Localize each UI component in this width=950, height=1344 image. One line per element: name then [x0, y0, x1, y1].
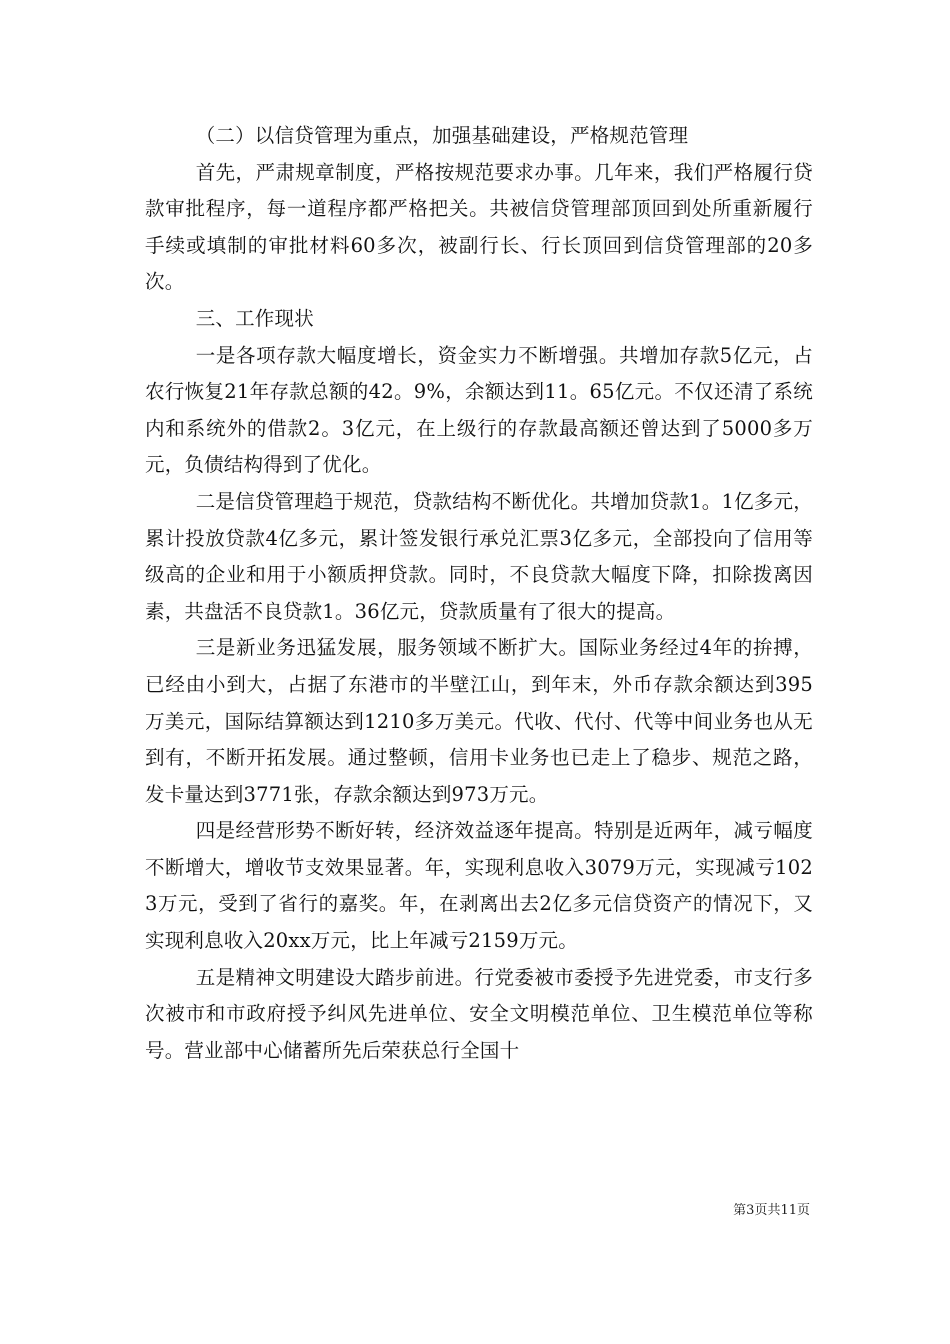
- paragraph-deposits: 一是各项存款大幅度增长，资金实力不断增强。共增加存款5亿元，占农行恢复21年存款总额的42。9%，余额达到11。65亿元。不仅还清了系统内和系统外的借款2。3亿元，在上级行的存款最高额还曾达到了5000多万元，负债结构得到了优化。: [145, 343, 813, 477]
- document-body: [145, 118, 813, 1069]
- section-heading-work-status: 三、工作现状: [195, 306, 314, 330]
- paragraph-new-business: 三是新业务迅猛发展，服务领域不断扩大。国际业务经过4年的拚搏，已经由小到大，占据了东港市的半壁江山，到年末，外币存款余额达到395万美元，国际结算额达到1210多万美元。代收、代付、代等中间业务也从无到有，不断开拓发展。通过整顿，信用卡业务也已走上了稳步、规范之路，发卡量达到3771张，存款余额达到973万元。: [145, 636, 813, 806]
- paragraph-loans: 二是信贷管理趋于规范，贷款结构不断优化。共增加贷款1。1亿多元，累计投放贷款4亿多元，累计签发银行承兑汇票3亿多元，全部投向了信用等级高的企业和用于小额质押贷款。同时，不良贷款大幅度下降，扣除拨离因素，共盘活不良贷款1。36亿元，贷款质量有了很大的提高。: [145, 489, 813, 623]
- paragraph-regulations: 首先，严肃规章制度，严格按规范要求办事。几年来，我们严格履行贷款审批程序，每一道程序都严格把关。共被信贷管理部顶回到处所重新履行手续或填制的审批材料60多次，被副行长、行长顶回到信贷管理部的20多次。: [145, 160, 813, 294]
- page-number: 第3页共11页: [733, 1203, 810, 1218]
- section-heading-credit-management: （二）以信贷管理为重点，加强基础建设，严格规范管理: [195, 124, 689, 147]
- paragraph-operations: 四是经营形势不断好转，经济效益逐年提高。特别是近两年，减亏幅度不断增大，增收节支效果显著。年，实现利息收入3079万元，实现减亏1023万元，受到了省行的嘉奖。年，在剥离出去2亿多元信贷资产的情况下，又实现利息收入20xx万元，比上年减亏2159万元。: [145, 819, 813, 953]
- paragraph-civilization: 五是精神文明建设大踏步前进。行党委被市委授予先进党委，市支行多次被市和市政府授予纠风先进单位、安全文明模范单位、卫生模范单位等称号。营业部中心储蓄所先后荣获总行全国十: [145, 965, 813, 1062]
